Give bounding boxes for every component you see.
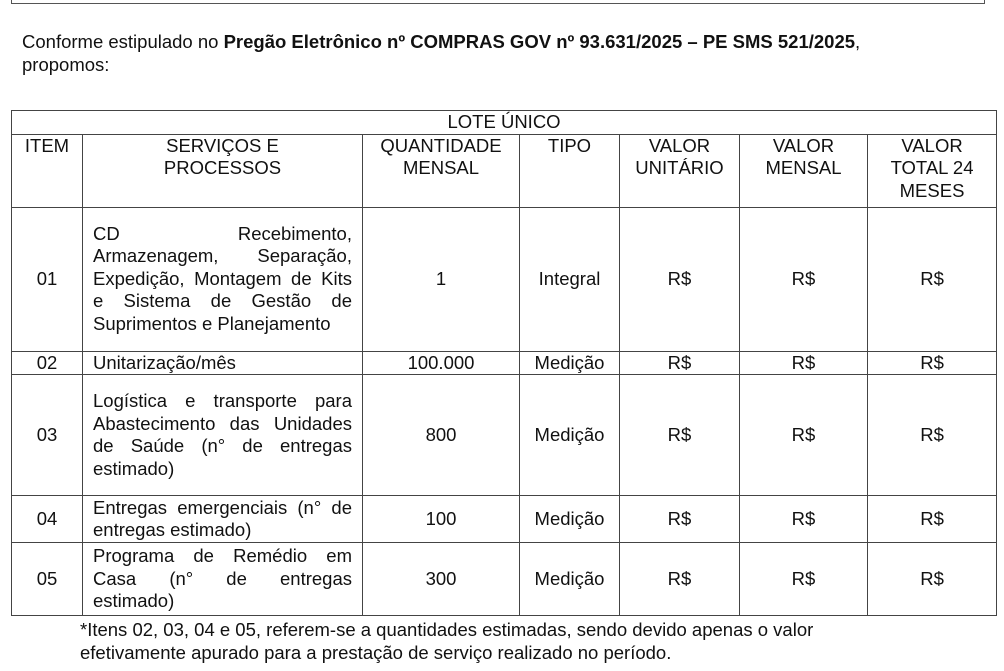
cell-item: 03	[12, 375, 83, 496]
cell-servico: Entregas emergenciais (n° de entregas estimado)	[83, 496, 363, 543]
footnote	[80, 618, 980, 664]
lote-row	[12, 111, 997, 135]
cell-valor-unitario: R$	[620, 207, 740, 351]
table-row	[12, 543, 997, 616]
cell-item: 01	[12, 207, 83, 351]
cell-valor-unitario: R$	[620, 351, 740, 375]
cell-valor-total: R$	[868, 375, 997, 496]
cell-servico: Logística e transporte para Abastecimento das Unidades de Saúde (n° de entregas estimado)	[83, 375, 363, 496]
cell-servico: Programa de Remédio em Casa (n° de entregas estimado)	[83, 543, 363, 616]
cell-item: 05	[12, 543, 83, 616]
cell-tipo: Integral	[520, 207, 620, 351]
cell-valor-unitario: R$	[620, 375, 740, 496]
footnote-line1: *Itens 02, 03, 04 e 05, referem-se a quantidades estimadas, sendo devido apenas o valor	[80, 619, 814, 640]
cell-quantidade: 800	[363, 375, 520, 496]
header-valor-total: VALOR TOTAL 24 MESES	[868, 134, 997, 207]
cell-tipo: Medição	[520, 496, 620, 543]
cell-tipo: Medição	[520, 351, 620, 375]
header-item: ITEM	[12, 134, 83, 207]
cell-quantidade: 300	[363, 543, 520, 616]
cell-quantidade: 100.000	[363, 351, 520, 375]
table-row	[12, 375, 997, 496]
cell-item: 04	[12, 496, 83, 543]
intro-suffix: ,	[855, 31, 861, 52]
cell-item: 02	[12, 351, 83, 375]
cell-servico: CD Recebimento, Armazenagem, Separação, Expedição, Montagem de Kits e Sistema de Gestão de Suprimentos e Planejamento	[83, 207, 363, 351]
previous-section-box	[11, 0, 985, 4]
intro-prefix: Conforme estipulado no	[22, 31, 224, 52]
header-valor-mensal: VALOR MENSAL	[740, 134, 868, 207]
cell-valor-mensal: R$	[740, 207, 868, 351]
header-row	[12, 134, 997, 207]
intro-reference: Pregão Eletrônico nº COMPRAS GOV nº 93.631/2025 – PE SMS 521/2025	[223, 31, 856, 52]
price-table	[11, 110, 997, 616]
cell-valor-unitario: R$	[620, 496, 740, 543]
cell-valor-total: R$	[868, 207, 997, 351]
header-quantidade: QUANTIDADE MENSAL	[363, 134, 520, 207]
cell-valor-total: R$	[868, 496, 997, 543]
cell-valor-total: R$	[868, 543, 997, 616]
intro-line2: propomos:	[22, 54, 110, 75]
header-servicos: SERVIÇOS E PROCESSOS	[83, 134, 363, 207]
cell-valor-mensal: R$	[740, 543, 868, 616]
cell-valor-mensal: R$	[740, 351, 868, 375]
cell-quantidade: 100	[363, 496, 520, 543]
cell-tipo: Medição	[520, 543, 620, 616]
table-row	[12, 207, 997, 351]
cell-tipo: Medição	[520, 375, 620, 496]
footnote-line2: efetivamente apurado para a prestação de serviço realizado no período.	[80, 642, 672, 663]
cell-valor-unitario: R$	[620, 543, 740, 616]
cell-valor-total: R$	[868, 351, 997, 375]
header-tipo: TIPO	[520, 134, 620, 207]
cell-quantidade: 1	[363, 207, 520, 351]
header-valor-unitario: VALOR UNITÁRIO	[620, 134, 740, 207]
cell-servico: Unitarização/mês	[83, 351, 363, 375]
table-row	[12, 351, 997, 375]
intro-paragraph	[22, 30, 997, 76]
lote-title: LOTE ÚNICO	[12, 111, 997, 135]
cell-valor-mensal: R$	[740, 375, 868, 496]
table-row	[12, 496, 997, 543]
cell-valor-mensal: R$	[740, 496, 868, 543]
